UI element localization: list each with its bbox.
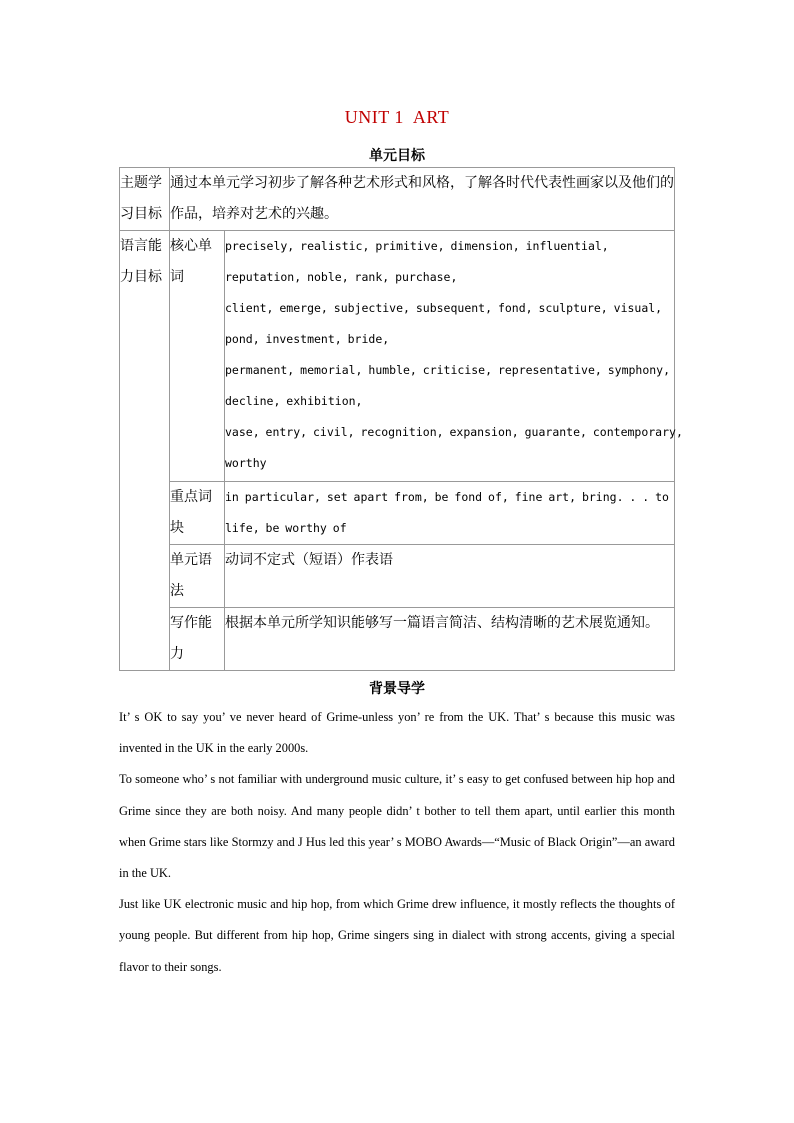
vocab-line: worthy <box>225 456 267 470</box>
grammar-text: 动词不定式（短语）作表语 <box>225 552 393 568</box>
phrases-label: 重点词块 <box>170 489 212 536</box>
writing-label: 写作能力 <box>170 615 212 662</box>
writing-text: 根据本单元所学知识能够写一篇语言简洁、结构清晰的艺术展览通知。 <box>225 615 659 631</box>
vocabulary-row <box>120 231 675 482</box>
vocab-line: permanent, memorial, humble, criticise, representative, symphony, <box>225 363 671 377</box>
grammar-label-cell <box>170 545 225 608</box>
theme-label-cell <box>120 168 170 231</box>
theme-label: 主题学习目标 <box>120 175 162 222</box>
grammar-row <box>120 545 675 608</box>
background-heading: 背景导学 <box>369 681 425 697</box>
background-reading <box>119 702 675 983</box>
writing-cell <box>225 608 675 671</box>
unit-title: UNIT 1 ART <box>344 107 450 127</box>
phrases-cell <box>225 482 675 545</box>
vocab-label-cell <box>170 231 225 482</box>
language-label: 语言能力目标 <box>120 238 162 285</box>
vocab-line: pond, investment, bride, <box>225 332 390 346</box>
language-label-cell <box>120 231 170 671</box>
theme-text-cell <box>170 168 675 231</box>
paragraph: To someone who’ s not familiar with underground music culture, it’ s easy to get confused between hip hop and Grime since they are both noisy. And many people didn’ t bother to tell them apart, until earlier this month when Grime stars like Stormzy and J Hus led this year’ s MOBO Awards—“Music of Black Origin”—an award in the UK. <box>119 772 675 881</box>
vocab-line: precisely, realistic, primitive, dimension, influential, <box>225 239 609 253</box>
phrase-line: life, be worthy of <box>225 521 347 535</box>
paragraph: It’ s OK to say you’ ve never heard of Grime-unless yon’ re from the UK. That’ s because this music was invented in the UK in the early 2000s. <box>119 710 675 756</box>
unit-goals-table <box>119 167 683 671</box>
theme-goal-row <box>120 168 675 231</box>
vocab-cell <box>225 231 683 482</box>
grammar-label: 单元语法 <box>170 552 212 599</box>
vocab-line: vase, entry, civil, recognition, expansion, guarante, contemporary, <box>225 425 683 439</box>
paragraph: Just like UK electronic music and hip hop, from which Grime drew influence, it mostly reflects the thoughts of young people. But different from hip hop, Grime singers sing in dialect with strong accents, giving a special flavor to their songs. <box>119 897 675 974</box>
theme-text: 通过本单元学习初步了解各种艺术形式和风格，了解各时代代表性画家以及他们的作品，培养对艺术的兴趣。 <box>170 175 674 222</box>
phrases-label-cell <box>170 482 225 545</box>
writing-label-cell <box>170 608 225 671</box>
vocab-line: client, emerge, subjective, subsequent, fond, sculpture, visual, <box>225 301 663 315</box>
vocab-line: decline, exhibition, <box>225 394 363 408</box>
vocab-line: reputation, noble, rank, purchase, <box>225 270 458 284</box>
vocab-label: 核心单词 <box>170 238 212 285</box>
phrase-line: in particular, set apart from, be fond of, fine art, bring. . . to <box>225 490 669 504</box>
phrases-row <box>120 482 675 545</box>
grammar-cell <box>225 545 675 608</box>
writing-row <box>120 608 675 671</box>
goals-heading: 单元目标 <box>369 148 425 164</box>
